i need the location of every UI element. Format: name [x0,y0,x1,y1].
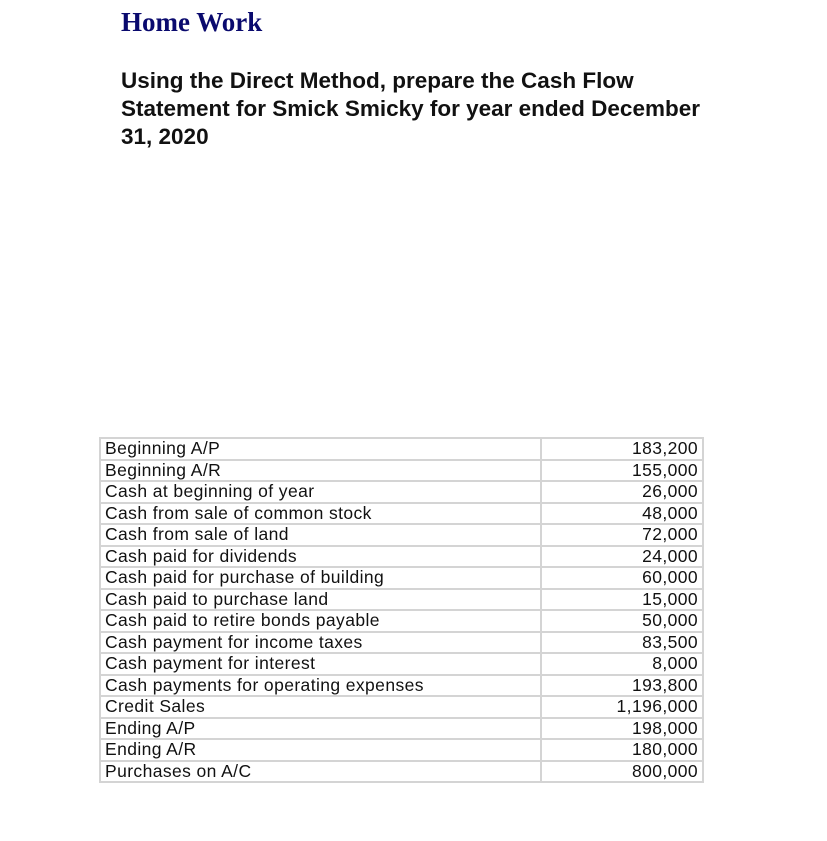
row-label: Cash paid to retire bonds payable [100,610,541,632]
table-row [100,481,703,503]
table-row [100,524,703,546]
row-label: Cash paid to purchase land [100,589,541,611]
table-row [100,653,703,675]
table-row [100,718,703,740]
row-value: 24,000 [541,546,703,568]
table-row [100,503,703,525]
table-row [100,438,703,460]
row-label: Credit Sales [100,696,541,718]
table-row [100,460,703,482]
row-label: Cash payments for operating expenses [100,675,541,697]
table-row [100,739,703,761]
table-row [100,675,703,697]
row-label: Cash payment for interest [100,653,541,675]
financial-data-table [99,437,704,783]
row-label: Cash from sale of common stock [100,503,541,525]
row-label: Ending A/R [100,739,541,761]
table-row [100,589,703,611]
row-label: Cash payment for income taxes [100,632,541,654]
row-value: 8,000 [541,653,703,675]
row-label: Cash paid for dividends [100,546,541,568]
row-label: Cash from sale of land [100,524,541,546]
row-label: Beginning A/R [100,460,541,482]
row-value: 26,000 [541,481,703,503]
row-label: Ending A/P [100,718,541,740]
table-row [100,546,703,568]
row-value: 1,196,000 [541,696,703,718]
table-row [100,761,703,783]
row-value: 180,000 [541,739,703,761]
row-value: 800,000 [541,761,703,783]
row-value: 198,000 [541,718,703,740]
row-value: 183,200 [541,438,703,460]
assignment-instruction: Using the Direct Method, prepare the Cash Flow Statement for Smick Smicky for year ended December 31, 2020 [121,68,700,149]
row-label: Beginning A/P [100,438,541,460]
row-value: 15,000 [541,589,703,611]
row-value: 50,000 [541,610,703,632]
row-value: 72,000 [541,524,703,546]
row-value: 83,500 [541,632,703,654]
row-value: 193,800 [541,675,703,697]
table-row [100,567,703,589]
row-label: Purchases on A/C [100,761,541,783]
table-row [100,610,703,632]
row-label: Cash paid for purchase of building [100,567,541,589]
row-value: 60,000 [541,567,703,589]
row-label: Cash at beginning of year [100,481,541,503]
row-value: 48,000 [541,503,703,525]
table-row [100,696,703,718]
table-row [100,632,703,654]
row-value: 155,000 [541,460,703,482]
page-title: Home Work [121,7,263,37]
